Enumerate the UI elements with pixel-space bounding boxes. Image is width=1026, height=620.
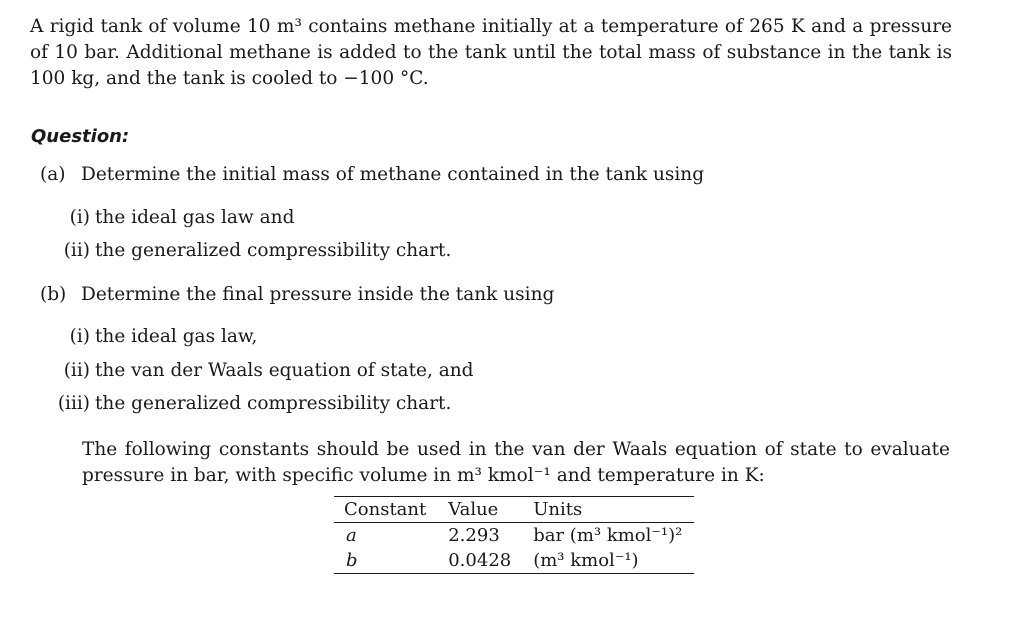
constant-b-value: 0.0428 — [448, 550, 512, 571]
constants-table — [334, 496, 694, 574]
header-constant: Constant — [344, 499, 427, 520]
constant-b-symbol: b — [346, 550, 358, 571]
part-a-item-ii-label: (ii) — [63, 240, 90, 261]
part-a-item-ii-text: the generalized compressibility chart. — [95, 240, 452, 261]
table-header-row — [334, 497, 694, 523]
part-a-text: Determine the initial mass of methane contained in the tank using — [81, 164, 705, 185]
part-b-item-i — [48, 326, 257, 347]
constant-a-units: bar (m³ kmol⁻¹)² — [533, 525, 683, 546]
constants-note: The following constants should be used in the van der Waals equation of state to evaluate pressure in bar, with specific volume in m³ kmol⁻¹ and temperature in K: — [82, 439, 950, 486]
part-b-item-iii — [48, 393, 451, 414]
part-b-item-i-label: (i) — [69, 326, 90, 347]
part-b-item-ii-text: the van der Waals equation of state, and — [95, 360, 474, 381]
constant-b-units: (m³ kmol⁻¹) — [533, 550, 639, 571]
part-b-item-ii — [48, 360, 474, 381]
header-value: Value — [448, 499, 499, 520]
part-b-item-iii-text: the generalized compressibility chart. — [95, 393, 452, 414]
part-b-item-ii-label: (ii) — [63, 360, 90, 381]
table-row — [334, 523, 694, 549]
constant-a-value: 2.293 — [448, 525, 500, 546]
part-a — [40, 164, 704, 185]
question-heading: Question: — [31, 126, 130, 147]
part-a-label: (a) — [40, 164, 66, 185]
part-a-item-i-label: (i) — [69, 207, 90, 228]
table-row — [334, 548, 694, 574]
constant-a-symbol: a — [346, 525, 357, 546]
part-b-text: Determine the final pressure inside the tank using — [81, 284, 555, 305]
part-b — [40, 284, 554, 305]
part-a-item-ii — [48, 240, 451, 261]
part-a-item-i — [48, 207, 294, 228]
problem-statement: A rigid tank of volume 10 m³ contains methane initially at a temperature of 265 K and a pressure of 10 bar. Additional methane is added to the tank until the total mass of substance in the tank is 100 kg, and the tank is cooled to −100 °C. — [30, 16, 952, 89]
part-a-item-i-text: the ideal gas law and — [95, 207, 295, 228]
header-units: Units — [533, 499, 583, 520]
part-b-item-iii-label: (iii) — [57, 393, 90, 414]
part-b-label: (b) — [40, 284, 67, 305]
part-b-item-i-text: the ideal gas law, — [95, 326, 258, 347]
